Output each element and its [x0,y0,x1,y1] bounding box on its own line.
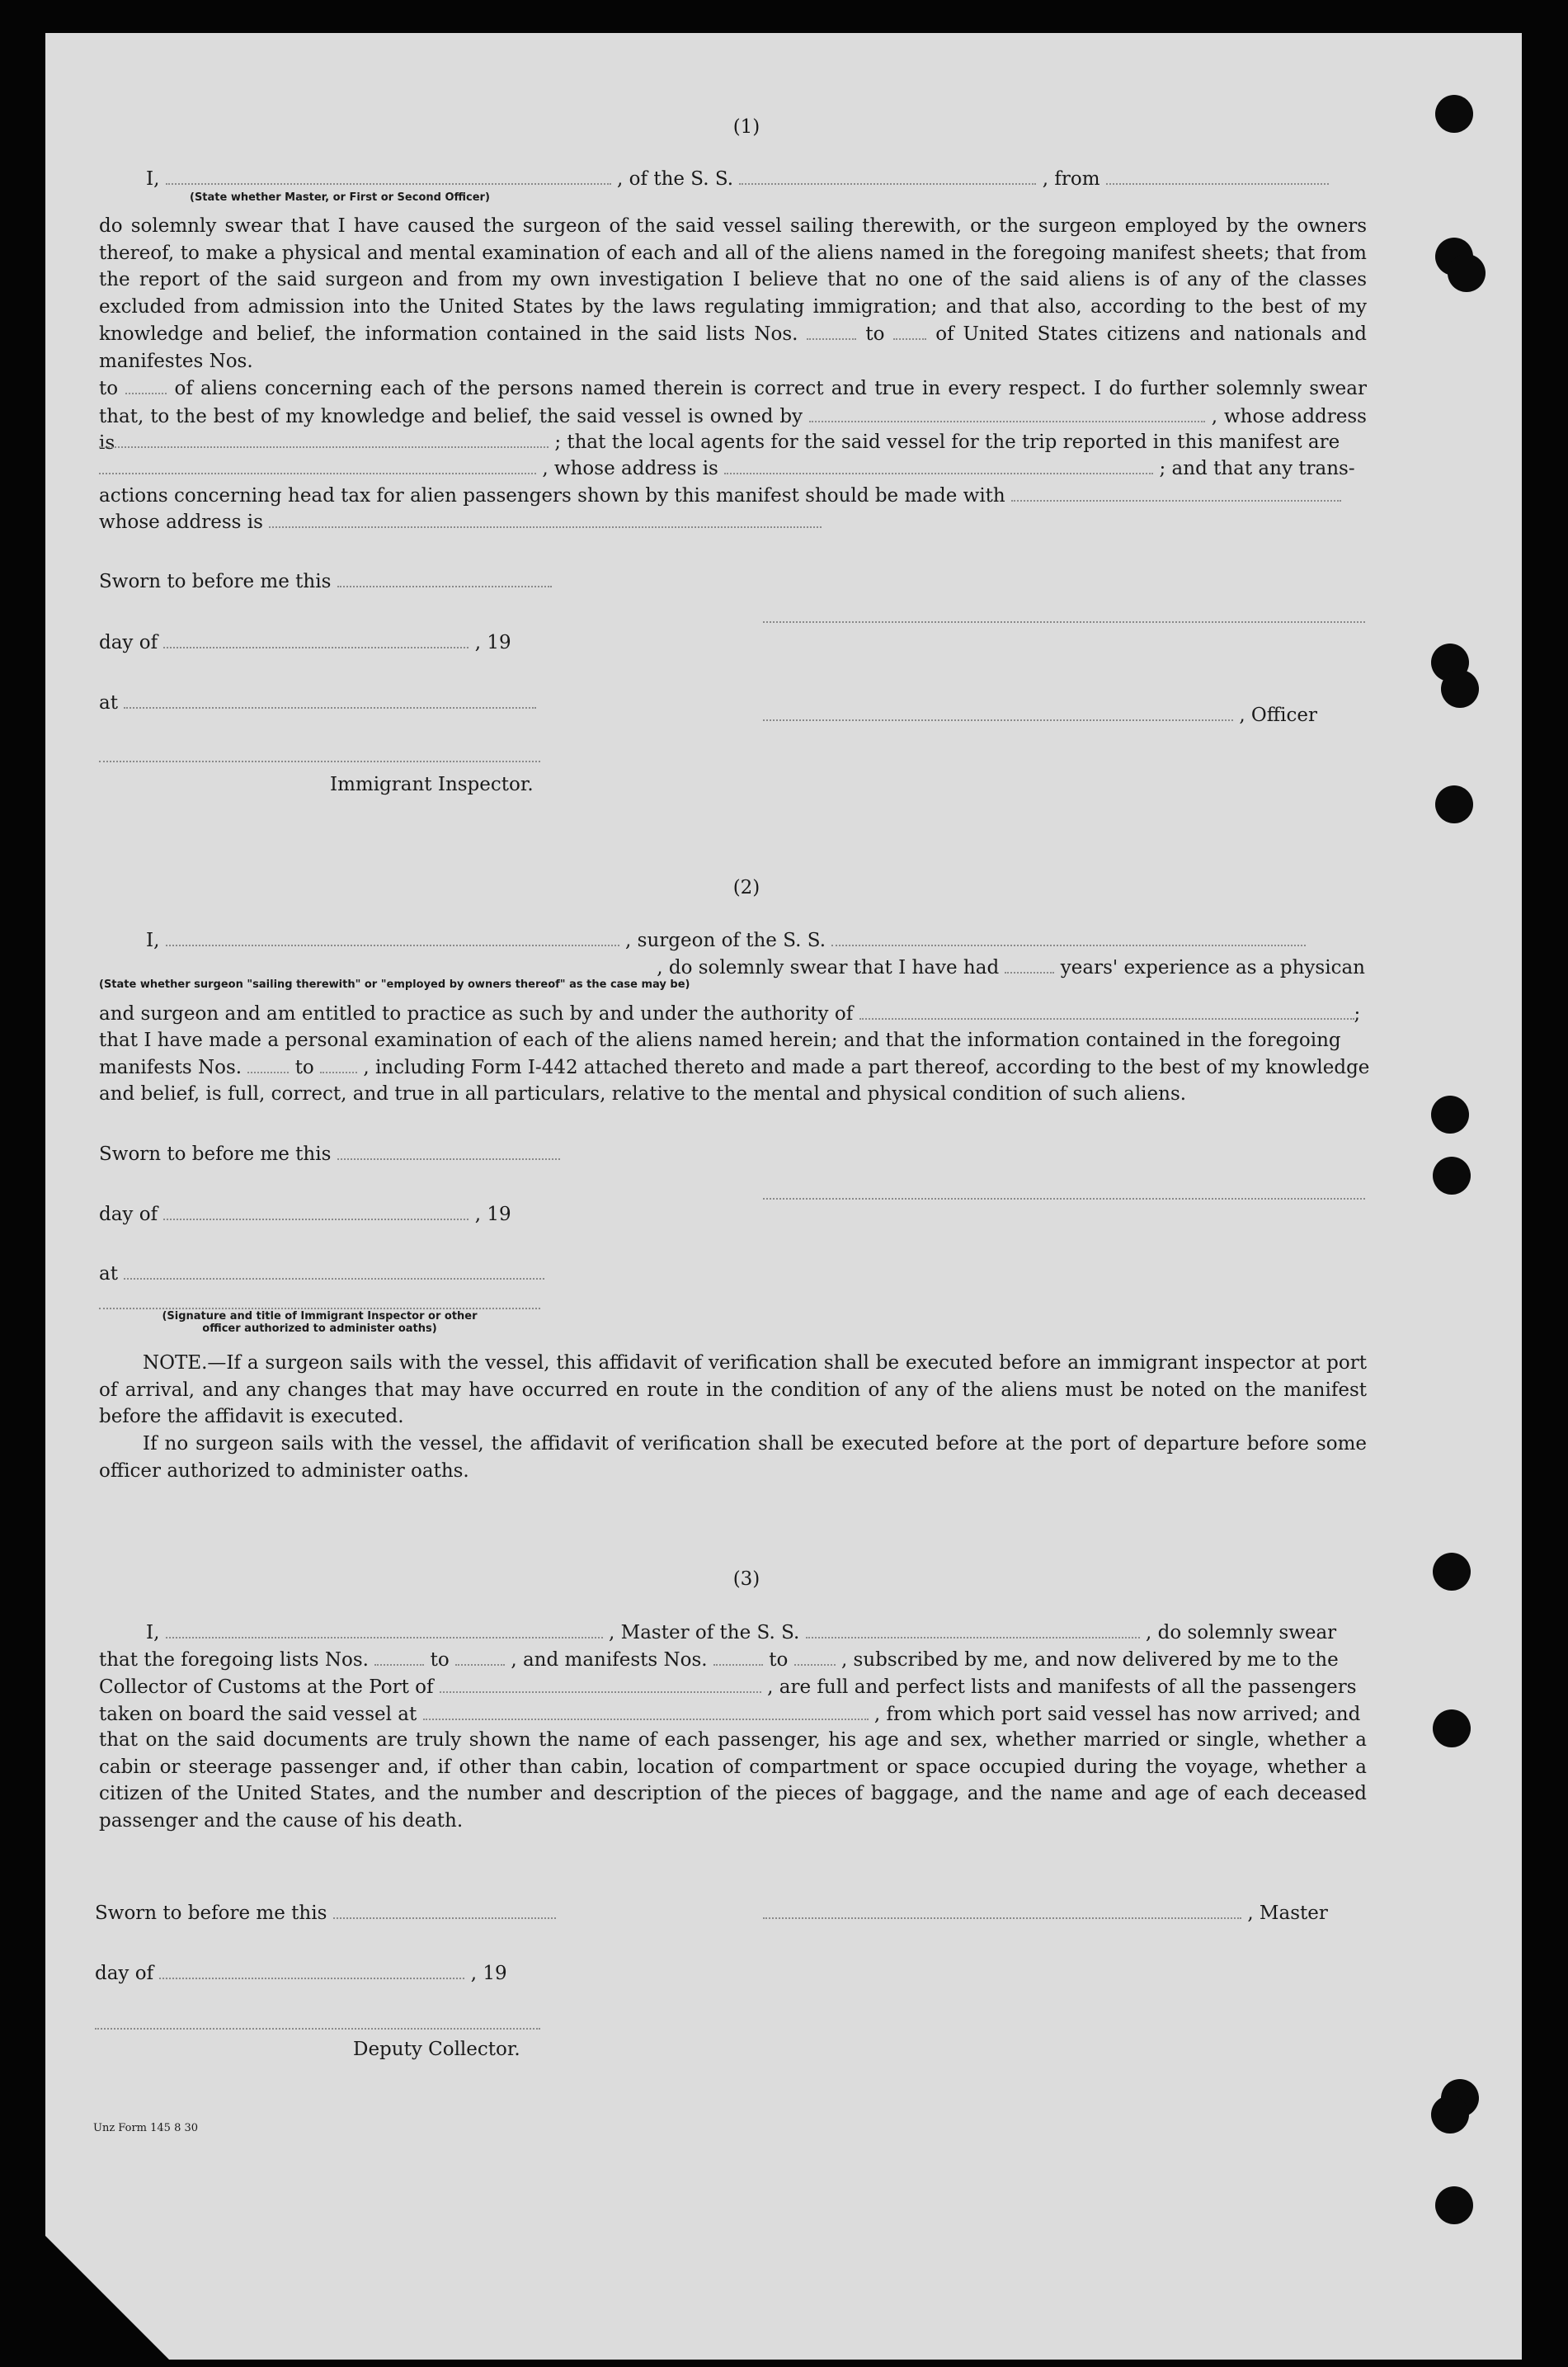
section-1-body-c [99,428,1367,456]
punch-hole [1433,1553,1471,1591]
i-label: I, [146,930,160,951]
sworn-line-3 [95,1899,556,1927]
lists-from-field[interactable] [807,320,856,340]
form-i442-text: , including Form I-442 attached thereto and made a part thereof, according to the best of my knowledge [363,1057,1370,1078]
of-ss-label: , of the S. S. [617,168,734,190]
head-tax-text: actions concerning head tax for alien passengers shown by this manifest should be made with [99,485,1005,507]
day-of-label: day of [95,1963,154,1984]
vessel-name-field[interactable] [739,165,1036,185]
section-1-oath-text: do solemnly swear that I have caused the surgeon of the said vessel sailing therewith, or the surgeon employed by the owners thereof, to make a physical and mental examination of each and all of the aliens named in the foregoing manifest sheets; that from the report of the said surgeon and from my own investigation I believe that no one of the said aliens is of any of the classes excluded from admission into the United States by the laws regulating immigration; and that also, according to the best of my knowledge and belief, the information contained in the said lists Nos. [99,215,1367,345]
to-label: to [430,1649,450,1671]
year-label: , 19 [474,632,511,653]
punch-hole [1433,1157,1471,1195]
folded-corner [45,2236,169,2360]
section-2-condition-line: and belief, is full, correct, and true in all particulars, relative to the mental and physical condition of such aliens. [99,1083,1187,1105]
from-label: , from [1042,168,1100,190]
sworn-label: Sworn to before me this [99,571,332,592]
manifests-label: , and manifests Nos. [511,1649,708,1671]
day-line-2 [99,1200,511,1228]
lists-to-field[interactable] [455,1646,505,1666]
sworn-label: Sworn to before me this [99,1143,332,1165]
master-of-label: , Master of the S. S. [609,1622,800,1643]
section-2-manifests-line [99,1054,1370,1082]
manifests-from-field[interactable] [713,1646,763,1666]
day-line-1 [99,629,511,657]
to-label: to [769,1649,789,1671]
day-field[interactable] [163,629,469,648]
ownership-text: of aliens concerning each of the persons named therein is correct and true in every respect. I do further solemnly swear that, to the best of my knowledge and belief, the said vessel is owned by [99,378,1367,427]
manifests-label: manifests Nos. [99,1057,242,1078]
signature-caption [99,1310,540,1335]
day-of-label: day of [99,632,158,653]
at-label: at [99,1263,118,1285]
lists-label: that the foregoing lists Nos. [99,1649,369,1671]
section-1-body-d [99,455,1367,483]
authority-field[interactable] [859,1000,1354,1020]
port-field[interactable] [440,1673,761,1693]
to-label: to [865,323,885,345]
owner-field[interactable] [809,403,1205,422]
surgeon-name-field[interactable] [166,927,619,946]
inspector-signature-line[interactable] [99,761,540,762]
owner-address-field[interactable] [99,428,549,448]
i-label: I, [146,168,160,190]
section-2-authority-line: and surgeon and am entitled to practice as such by and under the authority of ; [99,1000,1367,1028]
immigrant-inspector-label: Immigrant Inspector. [330,774,534,795]
departure-port-field[interactable] [423,1700,869,1720]
citizens-text: of United States citizens and nationals and manifestes Nos. [99,323,1367,372]
subscribed-text: , subscribed by me, and now delivered by me to the [841,1649,1339,1671]
section-1-body-a [99,213,1367,375]
punch-hole [1435,95,1473,133]
manifest-affidavit-page [45,33,1522,2360]
punch-hole [1435,785,1473,823]
sworn-date-field[interactable] [333,1899,556,1919]
note-no-surgeon-paragraph: If no surgeon sails with the vessel, the affidavit of verification shall be executed before at the port of departure before some officer authorized to administer oaths. [99,1433,1367,1482]
note-paragraph: NOTE.—If a surgeon sails with the vessel, this affidavit of verification shall be executed before an immigrant inspector at port of arrival, and any changes that may have occurred en route in the condition of any of the aliens must be noted on the manifest before the affidavit is executed. [99,1352,1367,1427]
signature-caption-line: (Signature and title of Immigrant Inspector or other [162,1310,478,1323]
punch-hole [1448,254,1486,292]
officer-signature-field[interactable] [763,701,1233,721]
surgeon-signature-line[interactable] [763,1198,1365,1200]
sworn-line-2 [99,1140,560,1168]
sworn-label: Sworn to before me this [95,1903,327,1924]
signature-caption-line: officer authorized to administer oaths) [202,1323,437,1335]
surgeon-caption: (State whether surgeon "sailing therewith" or "employed by owners thereof" as the case may be) [99,978,690,991]
day-field[interactable] [163,1200,469,1220]
section-3-taken-line [99,1700,1367,1728]
sworn-date-field[interactable] [337,568,552,587]
sworn-line-1 [99,568,552,596]
lists-from-field[interactable] [374,1646,424,1666]
agents-address-field[interactable] [724,455,1153,474]
section-3-header-line [146,1619,1367,1647]
to-label: to [99,378,119,399]
year-label: , 19 [474,1204,511,1225]
arrived-text: , from which port said vessel has now arrived; and [873,1704,1361,1725]
section-1-number: (1) [732,116,760,138]
section-2-examination-line: that I have made a personal examination of each of the aliens named herein; and that the information contained in the foregoing [99,1030,1341,1051]
deputy-collector-label: Deputy Collector. [353,2039,520,2060]
master-signature-line [763,1899,1328,1927]
section-3-collector-line [99,1673,1367,1701]
head-tax-address-field[interactable] [269,508,822,528]
officer-line [763,701,1317,729]
master-signature-line[interactable] [763,621,1365,623]
officer-name-field[interactable] [166,165,611,185]
section-1-body-e [99,482,1367,510]
punch-hole [1431,1096,1469,1134]
full-lists-text: , are full and perfect lists and manifests of all the passengers [767,1676,1357,1698]
inspector-signature-line[interactable] [99,1308,540,1309]
master-caption: (State whether Master, or First or Second Officer) [190,191,490,204]
years-field[interactable] [1005,954,1054,974]
form-number: Unz Form 145 8 30 [93,2122,199,2134]
years-text: years' experience as a physican [1060,957,1365,978]
manifests-to-field[interactable] [125,375,167,394]
punch-hole [1435,2186,1473,2224]
taken-text: taken on board the said vessel at [99,1704,417,1725]
collector-text: Collector of Customs at the Port of [99,1676,434,1698]
at-field[interactable] [124,1260,544,1280]
head-tax-agent-field[interactable] [1011,482,1341,502]
solemnly-text: , do solemnly swear [1145,1622,1337,1643]
punch-hole [1431,2096,1469,2134]
day-of-label: day of [99,1204,158,1225]
at-line-1 [99,689,536,717]
section-2-number: (2) [732,877,760,898]
master-vessel-field[interactable] [806,1619,1140,1639]
section-3-body: that on the said documents are truly shown the name of each passenger, his age and sex, whether married or single, whether a cabin or steerage passenger and, if other than cabin, location of compartment or space occupied during the voyage, whether a citizen of the United States, and the number and description of the pieces of baggage, and the name and age of each deceased passenger and the cause of his death. [99,1729,1367,1832]
section-1-header-line [146,165,1367,193]
at-label: at [99,692,118,714]
at-line-2 [99,1260,544,1288]
from-port-field[interactable] [1106,165,1329,185]
section-2-header-line [146,927,1367,955]
section-3-lists-line [99,1646,1367,1674]
day-line-3 [95,1959,507,1987]
section-3-number: (3) [732,1568,760,1590]
collector-signature-line[interactable] [95,2028,540,2030]
officer-label: , Officer [1239,705,1317,726]
master-signature-field[interactable] [763,1899,1241,1919]
master-name-field[interactable] [166,1619,603,1639]
address-label: , whose address is [99,405,1367,454]
head-tax-lead: ; and that any trans- [1159,458,1355,479]
punch-hole [1441,670,1479,708]
to-label: to [294,1057,314,1078]
sworn-date-field[interactable] [337,1140,560,1160]
at-field[interactable] [124,689,536,709]
section-2-experience-line [623,954,1365,982]
manifests-from-field[interactable] [247,1054,289,1073]
solemnly-text: , do solemnly swear that I have had [657,957,1000,978]
lists-to-field[interactable] [893,320,926,340]
i-label: I, [146,1622,160,1643]
year-label: , 19 [470,1963,507,1984]
authority-text: and surgeon and am entitled to practice as such by and under the authority of [99,1003,854,1025]
local-agents-field[interactable] [99,455,536,474]
address-label: , whose address is [542,458,718,479]
local-agents-text: ; that the local agents for the said vessel for the trip reported in this manifest are [554,431,1340,453]
address-label: whose address is [99,512,263,533]
manifests-to-field[interactable] [320,1054,357,1073]
section-1-body-f [99,508,1367,536]
surgeon-vessel-field[interactable] [831,927,1306,946]
punch-hole [1433,1709,1471,1747]
master-label: , Master [1247,1903,1328,1924]
day-field[interactable] [159,1959,464,1979]
surgeon-of-label: , surgeon of the S. S. [625,930,826,951]
manifests-to-field[interactable] [794,1646,836,1666]
